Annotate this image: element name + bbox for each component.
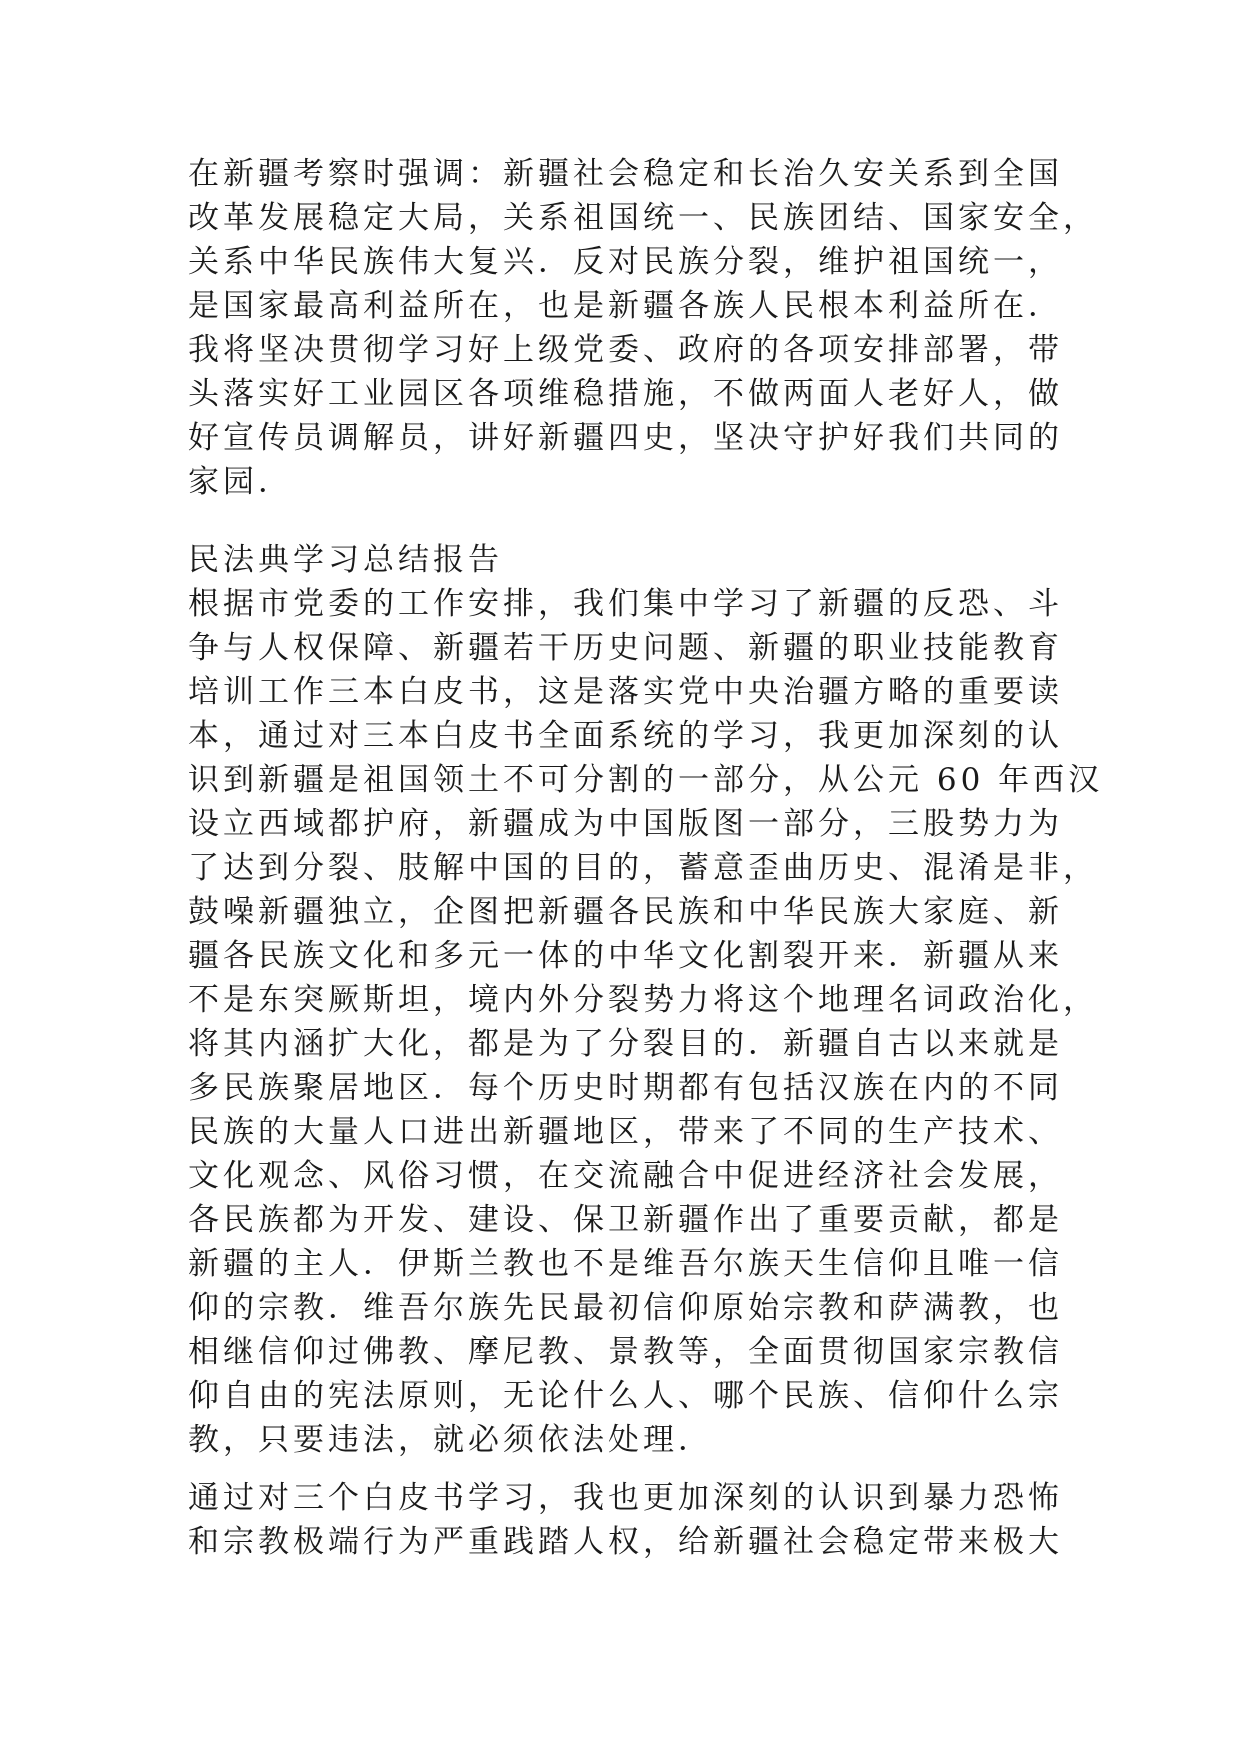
text-line: 新疆的主人．伊斯兰教也不是维吾尔族天生信仰且唯一信 (188, 1246, 1063, 1282)
text-line: 我将坚决贯彻学习好上级党委、政府的各项安排部署，带 (188, 332, 1063, 368)
text-line: 仰的宗教．维吾尔族先民最初信仰原始宗教和萨满教，也 (188, 1290, 1063, 1326)
text-line: 鼓噪新疆独立，企图把新疆各民族和中华民族大家庭、新 (188, 894, 1063, 930)
text-line: 关系中华民族伟大复兴．反对民族分裂，维护祖国统一， (188, 244, 1063, 280)
paragraph-intro (188, 152, 1098, 504)
text-line: 仰自由的宪法原则，无论什么人、哪个民族、信仰什么宗 (188, 1378, 1063, 1414)
paragraph-conclusion (188, 1476, 1068, 1564)
text-line: 了达到分裂、肢解中国的目的，蓄意歪曲历史、混淆是非， (188, 850, 1098, 886)
text-line: 在新疆考察时强调：新疆社会稳定和长治久安关系到全国 (188, 156, 1063, 192)
text-line: 识到新疆是祖国领土不可分割的一部分，从公元 60 年西汉 (188, 762, 1104, 798)
text-line: 培训工作三本白皮书，这是落实党中央治疆方略的重要读 (188, 674, 1063, 710)
text-line: 文化观念、风俗习惯，在交流融合中促进经济社会发展， (188, 1158, 1063, 1194)
text-line: 家园． (188, 464, 293, 500)
text-line: 民族的大量人口进出新疆地区，带来了不同的生产技术、 (188, 1114, 1063, 1150)
text-line: 本，通过对三本白皮书全面系统的学习，我更加深刻的认 (188, 718, 1063, 754)
text-line: 多民族聚居地区．每个历史时期都有包括汉族在内的不同 (188, 1070, 1063, 1106)
text-line: 争与人权保障、新疆若干历史问题、新疆的职业技能教育 (188, 630, 1063, 666)
report-heading: 民法典学习总结报告 (188, 542, 503, 578)
text-line: 和宗教极端行为严重践踏人权，给新疆社会稳定带来极大 (188, 1524, 1063, 1560)
text-line: 设立西域都护府，新疆成为中国版图一部分，三股势力为 (188, 806, 1063, 842)
text-line: 各民族都为开发、建设、保卫新疆作出了重要贡献，都是 (188, 1202, 1063, 1238)
text-line: 头落实好工业园区各项维稳措施，不做两面人老好人，做 (188, 376, 1063, 412)
text-line: 疆各民族文化和多元一体的中华文化割裂开来．新疆从来 (188, 938, 1063, 974)
text-line: 根据市党委的工作安排，我们集中学习了新疆的反恐、斗 (188, 586, 1063, 622)
text-line: 是国家最高利益所在，也是新疆各族人民根本利益所在． (188, 288, 1063, 324)
text-line: 相继信仰过佛教、摩尼教、景教等，全面贯彻国家宗教信 (188, 1334, 1063, 1370)
text-line: 改革发展稳定大局，关系祖国统一、民族团结、国家安全， (188, 200, 1098, 236)
text-line: 教，只要违法，就必须依法处理． (188, 1422, 713, 1458)
text-line: 将其内涵扩大化，都是为了分裂目的．新疆自古以来就是 (188, 1026, 1063, 1062)
text-line: 通过对三个白皮书学习，我也更加深刻的认识到暴力恐怖 (188, 1480, 1063, 1516)
text-line: 不是东突厥斯坦，境内外分裂势力将这个地理名词政治化， (188, 982, 1098, 1018)
text-line: 好宣传员调解员，讲好新疆四史，坚决守护好我们共同的 (188, 420, 1063, 456)
report-section (188, 538, 1104, 1462)
